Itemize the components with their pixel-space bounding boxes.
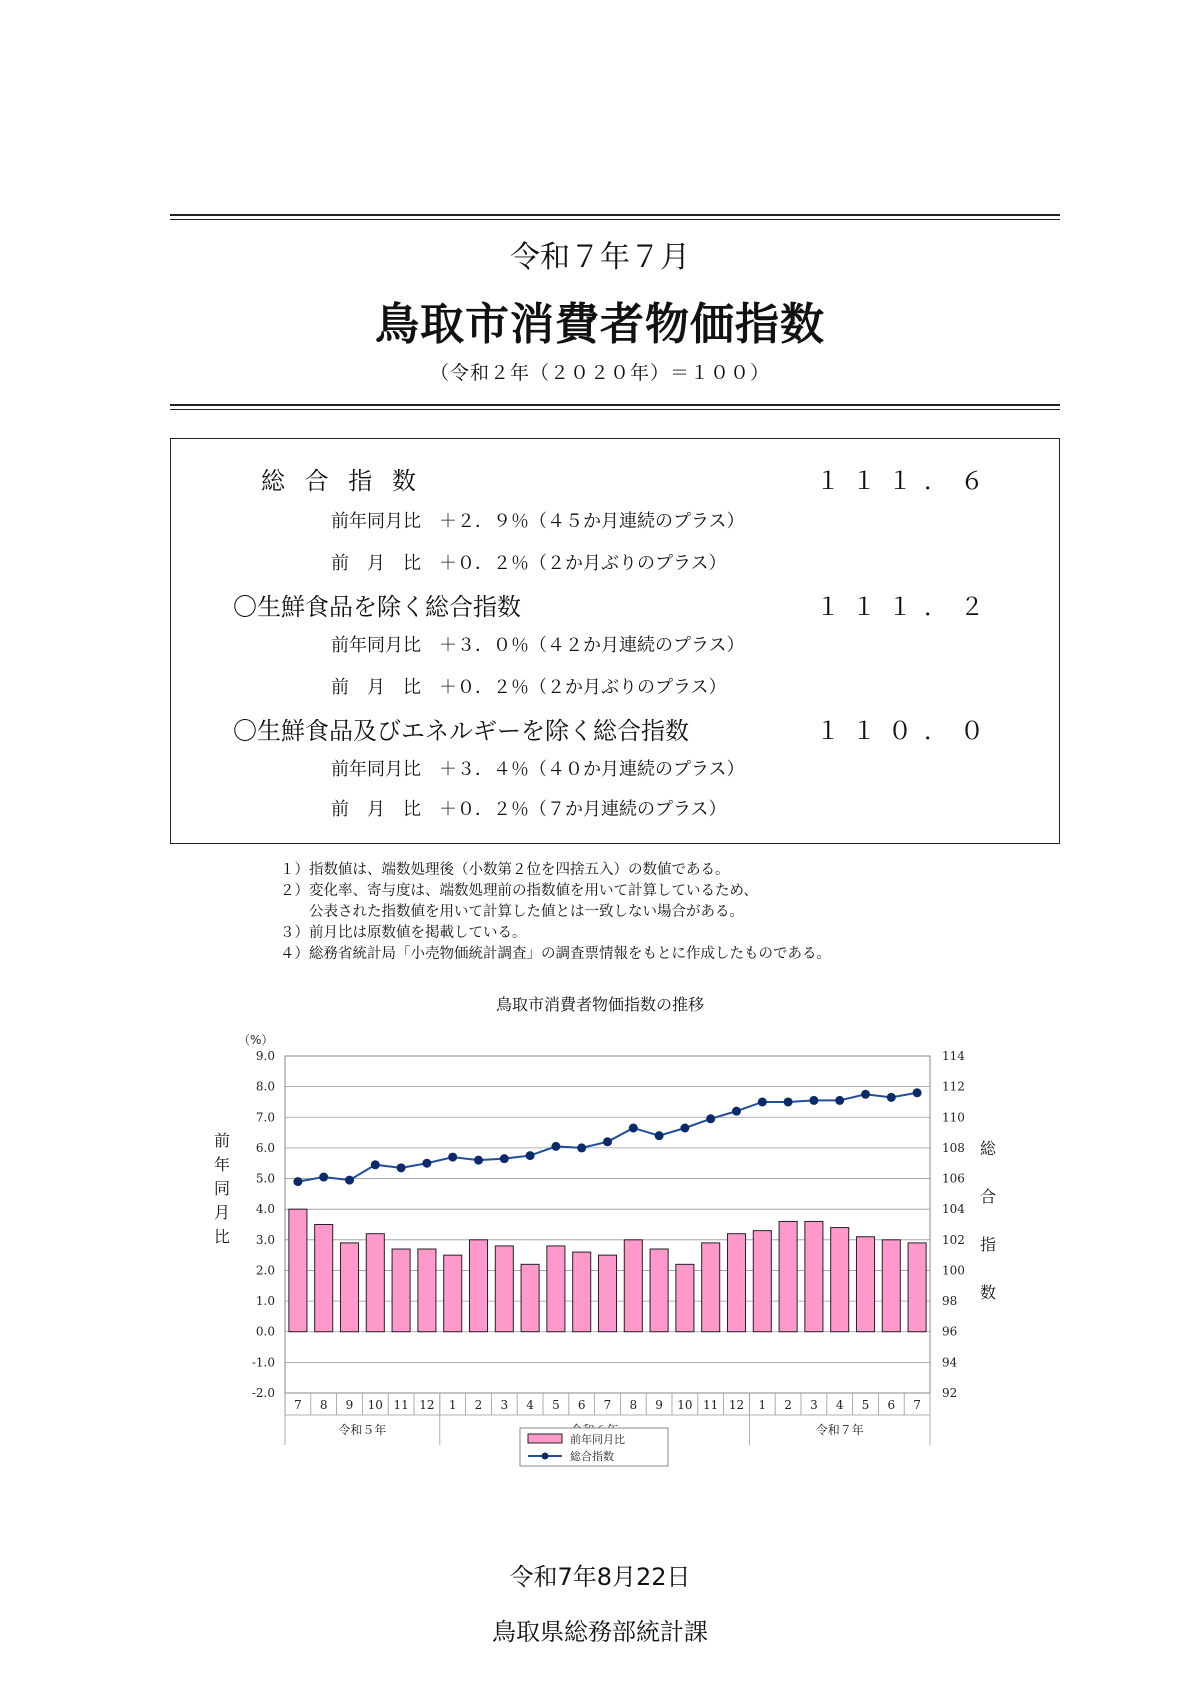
bar xyxy=(547,1246,565,1332)
publisher-department: 鳥取県総務部統計課 xyxy=(492,1618,708,1646)
chart-gridlines xyxy=(285,1056,930,1393)
y-axis-title-char: 月 xyxy=(213,1203,231,1222)
footnote: １）指数値は、端数処理後（小数第２位を四捨五入）の数値である。 xyxy=(280,862,730,878)
base-year-note: （令和２年（２０２０年）＝１００） xyxy=(429,362,770,384)
y2-tick-label: 108 xyxy=(942,1140,965,1155)
index-point xyxy=(345,1176,354,1185)
y-tick-label: -1.0 xyxy=(251,1355,275,1370)
index-value-core-core: １１０．０ xyxy=(816,717,996,745)
y2-axis-title-char: 指 xyxy=(979,1235,997,1254)
legend-line-marker xyxy=(542,1453,549,1460)
bar xyxy=(366,1234,384,1332)
bar-series xyxy=(289,1209,926,1332)
index-point xyxy=(293,1177,302,1186)
index-point xyxy=(500,1154,509,1163)
bar xyxy=(444,1255,462,1332)
bar xyxy=(805,1221,823,1331)
chart-tick-labels xyxy=(214,1033,997,1400)
bar xyxy=(392,1249,410,1332)
index-line xyxy=(298,1093,917,1182)
y-tick-label: 8.0 xyxy=(255,1079,275,1094)
x-tick-label: 10 xyxy=(367,1398,383,1412)
bar xyxy=(856,1237,874,1332)
index-point xyxy=(706,1114,715,1123)
y2-tick-label: 104 xyxy=(942,1202,965,1217)
report-period: 令和７年７月 xyxy=(510,240,690,275)
x-tick-label: 11 xyxy=(703,1398,719,1412)
x-tick-label: 7 xyxy=(913,1398,921,1412)
y2-tick-label: 114 xyxy=(942,1049,965,1063)
y2-axis-title-char: 総 xyxy=(979,1139,997,1158)
bottom-rule xyxy=(170,404,1060,410)
index-point xyxy=(526,1151,535,1160)
bar xyxy=(650,1249,668,1332)
index-point xyxy=(913,1088,922,1097)
y-tick-label: 1.0 xyxy=(255,1294,275,1309)
chart-axes xyxy=(285,1056,930,1393)
y2-tick-label: 112 xyxy=(942,1079,965,1094)
y-tick-label: 4.0 xyxy=(255,1202,275,1217)
y2-tick-label: 96 xyxy=(942,1324,958,1339)
bar xyxy=(882,1240,900,1332)
index-point xyxy=(732,1107,741,1116)
index-point xyxy=(784,1097,793,1106)
index-point xyxy=(397,1163,406,1172)
x-tick-label: 11 xyxy=(393,1398,409,1412)
index-point xyxy=(319,1173,328,1182)
y-tick-label: -2.0 xyxy=(251,1386,275,1400)
year-group-label: 令和７年 xyxy=(815,1423,864,1437)
x-tick-label: 5 xyxy=(552,1398,560,1412)
x-tick-label: 12 xyxy=(728,1398,745,1412)
x-tick-label: 12 xyxy=(419,1398,435,1412)
y2-tick-label: 100 xyxy=(942,1263,965,1278)
bar xyxy=(908,1243,926,1332)
bar xyxy=(315,1225,333,1332)
y2-axis-title-char: 合 xyxy=(979,1187,997,1206)
plot-area xyxy=(285,1056,930,1393)
x-tick-label: 4 xyxy=(526,1398,534,1412)
y2-axis-title-char: 数 xyxy=(979,1283,997,1302)
footnote: ２）変化率、寄与度は、端数処理前の指数値を用いて計算しているため、 xyxy=(280,883,758,899)
index-mom-core-core: 前 月 比 ＋０．２％（７か月連続のプラス） xyxy=(331,799,727,820)
index-point xyxy=(603,1137,612,1146)
index-point xyxy=(448,1153,457,1162)
publish-date: 令和7年8月22日 xyxy=(509,1563,691,1591)
x-tick-label: 8 xyxy=(319,1398,328,1412)
y-tick-label: 3.0 xyxy=(255,1232,275,1247)
summary-box xyxy=(170,438,1060,844)
index-title-overall: 総 合 指 数 xyxy=(261,467,422,495)
bar xyxy=(340,1243,358,1332)
top-rule xyxy=(170,214,1060,220)
index-point xyxy=(422,1159,431,1168)
y2-tick-label: 102 xyxy=(942,1232,965,1247)
index-mom-core: 前 月 比 ＋０．２％（２か月ぶりのプラス） xyxy=(331,677,727,698)
line-series xyxy=(293,1088,921,1186)
index-point xyxy=(655,1131,664,1140)
y-tick-label: 0.0 xyxy=(255,1324,275,1339)
x-tick-label: 6 xyxy=(577,1398,586,1412)
footnote: ４）総務省統計局「小売物価統計調査」の調査票情報をもとに作成したものである。 xyxy=(280,946,831,962)
x-tick-label: 5 xyxy=(861,1398,870,1412)
y-unit-label: （%） xyxy=(238,1033,274,1047)
index-yoy-core: 前年同月比 ＋３．０％（４２か月連続のプラス） xyxy=(331,635,745,656)
index-value-core: １１１．２ xyxy=(816,593,996,621)
x-tick-label: 2 xyxy=(784,1398,792,1412)
chart-title: 鳥取市消費者物価指数の推移 xyxy=(495,995,704,1014)
x-tick-label: 1 xyxy=(448,1398,457,1412)
index-point xyxy=(680,1123,689,1132)
bar xyxy=(598,1255,616,1332)
bar xyxy=(495,1246,513,1332)
y2-tick-label: 98 xyxy=(942,1294,958,1309)
legend-line-label: 総合指数 xyxy=(570,1450,614,1463)
index-point xyxy=(629,1123,638,1132)
y2-tick-label: 106 xyxy=(942,1171,965,1186)
y-axis-title-char: 比 xyxy=(213,1227,231,1246)
footnote: 公表された指数値を用いて計算した値とは一致しない場合がある。 xyxy=(280,904,744,920)
x-tick-label: 9 xyxy=(655,1398,663,1412)
bar xyxy=(676,1264,694,1331)
chart-legend xyxy=(520,1428,668,1466)
legend-bar-swatch xyxy=(528,1434,562,1443)
x-tick-label: 4 xyxy=(835,1398,844,1412)
bar xyxy=(779,1221,797,1331)
x-tick-label: 9 xyxy=(345,1398,354,1412)
y-tick-label: 7.0 xyxy=(255,1110,275,1125)
y-axis-title-char: 同 xyxy=(213,1179,231,1198)
index-value-overall: １１１．６ xyxy=(816,467,996,495)
bar xyxy=(418,1249,436,1332)
year-group-label: 令和５年 xyxy=(338,1423,387,1437)
x-tick-label: 3 xyxy=(810,1398,818,1412)
x-tick-label: 2 xyxy=(474,1398,483,1412)
index-point xyxy=(887,1093,896,1102)
y-tick-label: 2.0 xyxy=(255,1263,275,1278)
index-point xyxy=(758,1097,767,1106)
x-tick-label: 10 xyxy=(677,1398,693,1412)
y2-tick-label: 110 xyxy=(942,1110,965,1125)
y2-tick-label: 92 xyxy=(942,1386,958,1400)
index-point xyxy=(835,1096,844,1105)
x-tick-label: 3 xyxy=(500,1398,509,1412)
cpi-chart xyxy=(0,1010,1200,1500)
bar xyxy=(521,1264,539,1331)
x-tick-label: 8 xyxy=(629,1398,638,1412)
index-yoy-core-core: 前年同月比 ＋３．４％（４０か月連続のプラス） xyxy=(331,759,745,780)
page-title: 鳥取市消費者物価指数 xyxy=(375,299,825,350)
index-point xyxy=(809,1096,818,1105)
index-point xyxy=(371,1160,380,1169)
index-yoy-overall: 前年同月比 ＋２．９％（４５か月連続のプラス） xyxy=(331,511,745,532)
x-tick-label: 7 xyxy=(294,1398,302,1412)
y-axis-title-char: 前 xyxy=(213,1131,231,1150)
bar xyxy=(831,1228,849,1332)
y-tick-label: 9.0 xyxy=(255,1049,275,1063)
bar xyxy=(624,1240,642,1332)
index-point xyxy=(551,1142,560,1151)
x-tick-label: 7 xyxy=(603,1398,612,1412)
footnotes xyxy=(280,860,831,965)
index-title-core: 〇生鮮食品を除く総合指数 xyxy=(233,593,521,621)
index-title-core-core: 〇生鮮食品及びエネルギーを除く総合指数 xyxy=(233,717,689,745)
footnote: ３）前月比は原数値を掲載している。 xyxy=(280,925,527,941)
y2-tick-label: 94 xyxy=(942,1355,958,1370)
y-tick-label: 6.0 xyxy=(255,1140,275,1155)
bar xyxy=(289,1209,307,1332)
bar xyxy=(469,1240,487,1332)
y-axis-title-char: 年 xyxy=(213,1155,231,1174)
index-mom-overall: 前 月 比 ＋０．２％（２か月ぶりのプラス） xyxy=(331,553,727,574)
index-point xyxy=(474,1156,483,1165)
index-point xyxy=(861,1090,870,1099)
bar xyxy=(727,1234,745,1332)
legend-bar-label: 前年同月比 xyxy=(570,1433,625,1446)
bar xyxy=(573,1252,591,1332)
bar xyxy=(753,1231,771,1332)
x-tick-label: 6 xyxy=(887,1398,896,1412)
x-tick-label: 1 xyxy=(758,1398,767,1412)
index-point xyxy=(577,1143,586,1152)
bar xyxy=(702,1243,720,1332)
y-tick-label: 5.0 xyxy=(255,1171,275,1186)
